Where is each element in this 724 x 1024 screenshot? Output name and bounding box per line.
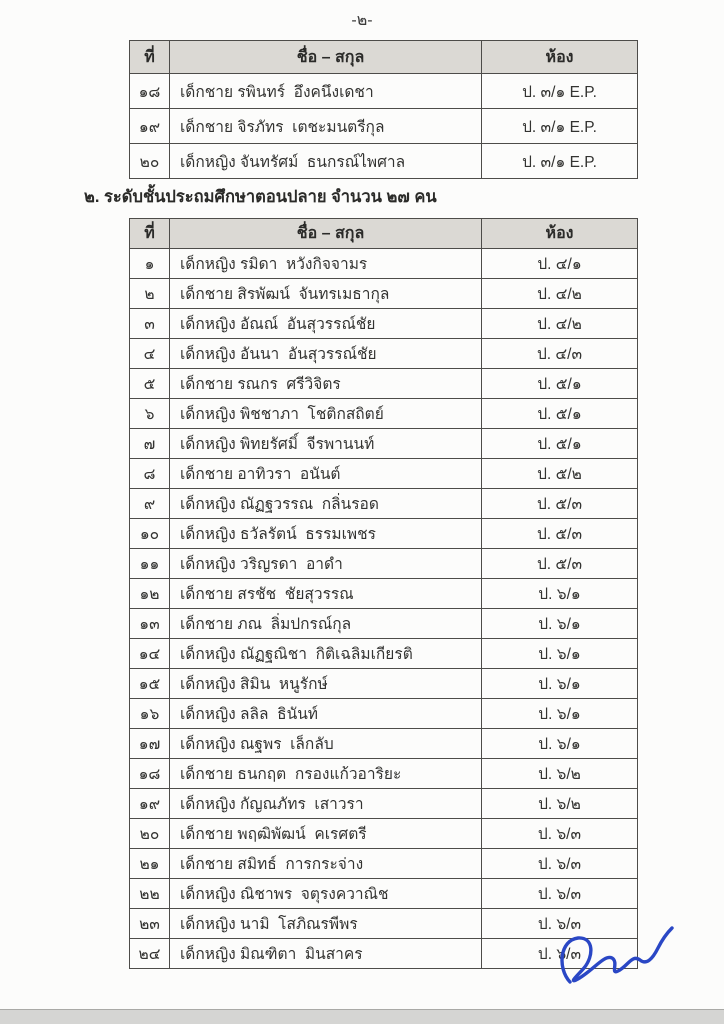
row-number: ๒๓ bbox=[130, 909, 170, 939]
room-label: ป. ๖/๓ bbox=[482, 819, 638, 849]
room-label: ป. ๖/๑ bbox=[482, 729, 638, 759]
table-body bbox=[130, 249, 638, 969]
row-number: ๒๐ bbox=[130, 144, 170, 179]
table-row bbox=[130, 579, 638, 609]
student-name: เด็กหญิง ณัฏฐณิชา กิติเฉลิมเกียรติ bbox=[170, 639, 482, 669]
row-number: ๗ bbox=[130, 429, 170, 459]
row-number: ๑๙ bbox=[130, 109, 170, 144]
room-label: ป. ๓/๑ E.P. bbox=[482, 74, 638, 109]
table-row bbox=[130, 519, 638, 549]
room-label: ป. ๕/๑ bbox=[482, 429, 638, 459]
row-number: ๑๘ bbox=[130, 759, 170, 789]
table-row bbox=[130, 759, 638, 789]
room-label: ป. ๖/๑ bbox=[482, 609, 638, 639]
row-number: ๑๗ bbox=[130, 729, 170, 759]
row-number: ๒๑ bbox=[130, 849, 170, 879]
student-name: เด็กหญิง วริญรดา อาดำ bbox=[170, 549, 482, 579]
student-name: เด็กชาย พฤฒิพัฒน์ คเรศตรี bbox=[170, 819, 482, 849]
table-row bbox=[130, 74, 638, 109]
row-number: ๒ bbox=[130, 279, 170, 309]
column-header-room: ห้อง bbox=[482, 219, 638, 249]
table-row bbox=[130, 669, 638, 699]
table-row bbox=[130, 699, 638, 729]
room-label: ป. ๔/๑ bbox=[482, 249, 638, 279]
student-name: เด็กหญิง ลลิล ธินันท์ bbox=[170, 699, 482, 729]
table-row bbox=[130, 489, 638, 519]
student-name: เด็กหญิง สิมิน หนูรักษ์ bbox=[170, 669, 482, 699]
table-row bbox=[130, 459, 638, 489]
table-row bbox=[130, 249, 638, 279]
room-label: ป. ๖/๒ bbox=[482, 759, 638, 789]
student-name: เด็กหญิง รมิดา หวังกิจจามร bbox=[170, 249, 482, 279]
table-row bbox=[130, 369, 638, 399]
room-label: ป. ๖/๓ bbox=[482, 939, 638, 969]
student-name: เด็กหญิง อัณณ์ อันสุวรรณ์ชัย bbox=[170, 309, 482, 339]
student-name: เด็กหญิง พิชชาภา โชติกสถิตย์ bbox=[170, 399, 482, 429]
student-name: เด็กหญิง อันนา อันสุวรรณ์ชัย bbox=[170, 339, 482, 369]
student-table-primary-lower bbox=[129, 218, 638, 969]
row-number: ๑๕ bbox=[130, 669, 170, 699]
student-name: เด็กหญิง นามิ โสภิณรพีพร bbox=[170, 909, 482, 939]
row-number: ๕ bbox=[130, 369, 170, 399]
student-name: เด็กหญิง ณัฏฐวรรณ กลิ่นรอด bbox=[170, 489, 482, 519]
student-name: เด็กหญิง ณฐพร เล็กลับ bbox=[170, 729, 482, 759]
column-header-room: ห้อง bbox=[482, 41, 638, 74]
room-label: ป. ๕/๑ bbox=[482, 399, 638, 429]
column-header-no: ที่ bbox=[130, 219, 170, 249]
student-name: เด็กหญิง พิทยรัศมิ์ จีรพานนท์ bbox=[170, 429, 482, 459]
table-row bbox=[130, 939, 638, 969]
room-label: ป. ๖/๑ bbox=[482, 699, 638, 729]
row-number: ๑๘ bbox=[130, 74, 170, 109]
room-label: ป. ๓/๑ E.P. bbox=[482, 109, 638, 144]
room-label: ป. ๖/๑ bbox=[482, 579, 638, 609]
row-number: ๔ bbox=[130, 339, 170, 369]
row-number: ๒๒ bbox=[130, 879, 170, 909]
row-number: ๑๖ bbox=[130, 699, 170, 729]
scan-page-bottom-edge bbox=[0, 1009, 724, 1024]
room-label: ป. ๕/๓ bbox=[482, 489, 638, 519]
row-number: ๘ bbox=[130, 459, 170, 489]
table-row bbox=[130, 909, 638, 939]
student-name: เด็กชาย สมิทธ์ การกระจ่าง bbox=[170, 849, 482, 879]
table-row bbox=[130, 399, 638, 429]
student-name: เด็กชาย ภณ ลิ่มปกรณ์กุล bbox=[170, 609, 482, 639]
room-label: ป. ๕/๑ bbox=[482, 369, 638, 399]
student-name: เด็กชาย อาทิวรา อนันต์ bbox=[170, 459, 482, 489]
table-row bbox=[130, 609, 638, 639]
table-row bbox=[130, 789, 638, 819]
row-number: ๙ bbox=[130, 489, 170, 519]
section-heading: ๒. ระดับชั้นประถมศึกษาตอนปลาย จำนวน ๒๗ คน bbox=[84, 188, 437, 206]
room-label: ป. ๖/๑ bbox=[482, 639, 638, 669]
table-row bbox=[130, 339, 638, 369]
student-name: เด็กชาย รณกร ศรีวิจิตร bbox=[170, 369, 482, 399]
room-label: ป. ๕/๓ bbox=[482, 549, 638, 579]
student-name: เด็กหญิง ณิชาพร จตุรงควาณิช bbox=[170, 879, 482, 909]
room-label: ป. ๔/๒ bbox=[482, 309, 638, 339]
table-row bbox=[130, 639, 638, 669]
room-label: ป. ๖/๑ bbox=[482, 669, 638, 699]
student-name: เด็กหญิง มิณฑิตา มินสาคร bbox=[170, 939, 482, 969]
table-header-row bbox=[130, 41, 638, 74]
table-body bbox=[130, 74, 638, 179]
row-number: ๑๑ bbox=[130, 549, 170, 579]
room-label: ป. ๔/๒ bbox=[482, 279, 638, 309]
column-header-no: ที่ bbox=[130, 41, 170, 74]
column-header-name: ชื่อ – สกุล bbox=[170, 219, 482, 249]
table-header-row bbox=[130, 219, 638, 249]
row-number: ๑ bbox=[130, 249, 170, 279]
table-row bbox=[130, 279, 638, 309]
page-number: -๒- bbox=[351, 12, 373, 29]
table-row bbox=[130, 549, 638, 579]
room-label: ป. ๓/๑ E.P. bbox=[482, 144, 638, 179]
row-number: ๒๔ bbox=[130, 939, 170, 969]
row-number: ๒๐ bbox=[130, 819, 170, 849]
table-row bbox=[130, 309, 638, 339]
room-label: ป. ๖/๒ bbox=[482, 789, 638, 819]
student-name: เด็กชาย ธนกฤต กรองแก้วอาริยะ bbox=[170, 759, 482, 789]
student-table-primary-upper bbox=[129, 40, 638, 179]
student-name: เด็กชาย จิรภัทร เตชะมนตรีกุล bbox=[170, 109, 482, 144]
student-name: เด็กชาย รพินทร์ อึงคนึงเดชา bbox=[170, 74, 482, 109]
row-number: ๓ bbox=[130, 309, 170, 339]
room-label: ป. ๖/๓ bbox=[482, 879, 638, 909]
table-row bbox=[130, 729, 638, 759]
column-header-name: ชื่อ – สกุล bbox=[170, 41, 482, 74]
room-label: ป. ๖/๓ bbox=[482, 909, 638, 939]
row-number: ๑๓ bbox=[130, 609, 170, 639]
table-row bbox=[130, 109, 638, 144]
student-name: เด็กหญิง จันทรัศม์ ธนกรณ์ไพศาล bbox=[170, 144, 482, 179]
room-label: ป. ๕/๒ bbox=[482, 459, 638, 489]
table-row bbox=[130, 429, 638, 459]
row-number: ๑๐ bbox=[130, 519, 170, 549]
student-name: เด็กชาย สิรพัฒน์ จันทรเมธากุล bbox=[170, 279, 482, 309]
room-label: ป. ๖/๓ bbox=[482, 849, 638, 879]
row-number: ๑๔ bbox=[130, 639, 170, 669]
room-label: ป. ๕/๓ bbox=[482, 519, 638, 549]
student-name: เด็กชาย สรชัช ชัยสุวรรณ bbox=[170, 579, 482, 609]
table-row bbox=[130, 819, 638, 849]
row-number: ๑๒ bbox=[130, 579, 170, 609]
row-number: ๑๙ bbox=[130, 789, 170, 819]
table-row bbox=[130, 849, 638, 879]
student-name: เด็กหญิง ธวัลรัตน์ ธรรมเพชร bbox=[170, 519, 482, 549]
table-row bbox=[130, 879, 638, 909]
room-label: ป. ๔/๓ bbox=[482, 339, 638, 369]
row-number: ๖ bbox=[130, 399, 170, 429]
student-name: เด็กหญิง กัญณภัทร เสาวรา bbox=[170, 789, 482, 819]
table-row bbox=[130, 144, 638, 179]
